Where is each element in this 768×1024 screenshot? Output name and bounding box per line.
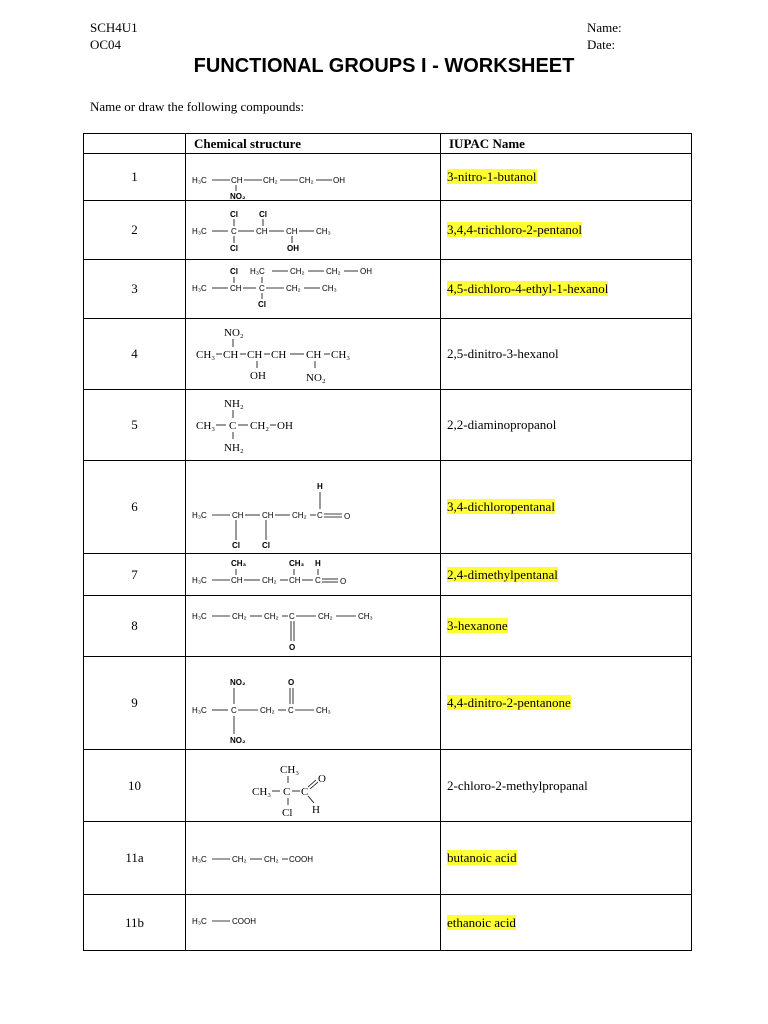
structure-diagram bbox=[186, 597, 440, 656]
structure-cell bbox=[186, 596, 441, 657]
svg-text:H: H bbox=[315, 558, 321, 568]
svg-text:Cl: Cl bbox=[230, 266, 238, 276]
svg-text:CH: CH bbox=[286, 226, 298, 236]
svg-text:C: C bbox=[301, 785, 309, 798]
row-number: 9 bbox=[84, 657, 186, 750]
svg-text:H: H bbox=[312, 803, 320, 816]
row-number: 10 bbox=[84, 750, 186, 822]
svg-text:OH: OH bbox=[333, 175, 345, 185]
structure-diagram bbox=[186, 391, 440, 460]
header-iupac-name: IUPAC Name bbox=[441, 134, 692, 154]
svg-text:CH: CH bbox=[306, 348, 322, 361]
table-row bbox=[84, 319, 692, 390]
svg-text:CH₂: CH₂ bbox=[232, 854, 247, 864]
svg-text:Cl: Cl bbox=[232, 540, 240, 550]
svg-text:COOH: COOH bbox=[232, 916, 256, 926]
svg-text:H₃C: H₃C bbox=[250, 266, 265, 276]
table-row bbox=[84, 461, 692, 554]
structure-cell bbox=[186, 154, 441, 201]
svg-text:C: C bbox=[288, 705, 294, 715]
svg-text:Cl: Cl bbox=[282, 806, 293, 819]
svg-text:OH: OH bbox=[277, 419, 293, 432]
svg-text:NO₂: NO₂ bbox=[306, 371, 326, 384]
svg-text:O: O bbox=[340, 576, 347, 586]
svg-text:CH₂: CH₂ bbox=[263, 175, 278, 185]
svg-text:Cl: Cl bbox=[258, 299, 266, 309]
svg-text:CH₃: CH₃ bbox=[289, 558, 305, 568]
table-header-row bbox=[84, 134, 692, 154]
svg-text:H₃C: H₃C bbox=[192, 575, 207, 585]
svg-text:NO₂: NO₂ bbox=[224, 326, 244, 339]
iupac-name-cell: 2,5-dinitro-3-hexanol bbox=[441, 319, 692, 390]
svg-text:CH: CH bbox=[231, 575, 243, 585]
svg-text:Cl: Cl bbox=[230, 243, 238, 253]
structure-cell bbox=[186, 895, 441, 951]
table-row bbox=[84, 154, 692, 201]
svg-text:C: C bbox=[315, 575, 321, 585]
iupac-name: 4,4-dinitro-2-pentanone bbox=[447, 695, 571, 710]
svg-text:H₃C: H₃C bbox=[192, 510, 207, 520]
svg-text:H₃C: H₃C bbox=[192, 854, 207, 864]
row-number: 11b bbox=[84, 895, 186, 951]
row-number: 1 bbox=[84, 154, 186, 201]
svg-text:CH₃: CH₃ bbox=[316, 705, 331, 715]
svg-text:CH₂: CH₂ bbox=[232, 611, 247, 621]
structure-diagram bbox=[186, 320, 440, 389]
svg-text:NO₂: NO₂ bbox=[230, 191, 246, 200]
svg-text:CH₂: CH₂ bbox=[260, 705, 275, 715]
svg-text:O: O bbox=[289, 642, 296, 652]
name-label: Name: bbox=[587, 20, 622, 35]
svg-text:NH₂: NH₂ bbox=[224, 441, 244, 454]
structure-diagram bbox=[186, 261, 440, 318]
course-code: SCH4U1 bbox=[90, 20, 138, 35]
table-row bbox=[84, 201, 692, 260]
iupac-name: 4,5-dichloro-4-ethyl-1-hexanol bbox=[447, 281, 609, 296]
svg-text:CH₂: CH₂ bbox=[264, 611, 279, 621]
svg-text:C: C bbox=[231, 705, 237, 715]
iupac-name: 3-nitro-1-butanol bbox=[447, 169, 537, 184]
svg-text:CH: CH bbox=[256, 226, 268, 236]
table-row bbox=[84, 895, 692, 951]
svg-text:CH: CH bbox=[223, 348, 239, 361]
svg-text:CH₃: CH₃ bbox=[358, 611, 373, 621]
svg-text:O: O bbox=[318, 772, 326, 785]
svg-text:CH₂: CH₂ bbox=[318, 611, 333, 621]
svg-text:H₃C: H₃C bbox=[192, 916, 207, 926]
structure-cell bbox=[186, 554, 441, 596]
svg-text:H: H bbox=[317, 481, 323, 491]
structure-cell bbox=[186, 390, 441, 461]
table-row bbox=[84, 260, 692, 319]
row-number: 8 bbox=[84, 596, 186, 657]
iupac-name: 2,4-dimethylpentanal bbox=[447, 566, 558, 582]
svg-text:CH₃: CH₃ bbox=[196, 348, 216, 361]
svg-text:OH: OH bbox=[250, 369, 266, 382]
iupac-name: ethanoic acid bbox=[447, 914, 516, 930]
structure-diagram bbox=[186, 823, 440, 894]
svg-text:CH₂: CH₂ bbox=[264, 854, 279, 864]
svg-text:CH₂: CH₂ bbox=[290, 266, 305, 276]
row-number: 3 bbox=[84, 260, 186, 319]
table-row bbox=[84, 822, 692, 895]
structure-cell bbox=[186, 461, 441, 554]
structure-diagram bbox=[186, 751, 440, 821]
iupac-name-cell: 2,2-diaminopropanol bbox=[441, 390, 692, 461]
structure-diagram bbox=[186, 555, 440, 595]
svg-text:O: O bbox=[288, 677, 295, 687]
svg-text:COOH: COOH bbox=[289, 854, 313, 864]
svg-text:CH₂: CH₂ bbox=[262, 575, 277, 585]
table-row bbox=[84, 750, 692, 822]
structure-diagram bbox=[186, 658, 440, 749]
structure-cell bbox=[186, 657, 441, 750]
row-number: 11a bbox=[84, 822, 186, 895]
svg-text:C: C bbox=[283, 785, 291, 798]
svg-text:CH: CH bbox=[232, 510, 244, 520]
iupac-name: 3,4,4-trichloro-2-pentanol bbox=[447, 222, 583, 237]
iupac-name: butanoic acid bbox=[447, 850, 517, 865]
svg-text:C: C bbox=[259, 283, 265, 293]
svg-text:Cl: Cl bbox=[259, 209, 267, 219]
svg-text:CH: CH bbox=[289, 575, 301, 585]
svg-text:Cl: Cl bbox=[262, 540, 270, 550]
svg-text:OH: OH bbox=[287, 243, 299, 253]
row-number: 6 bbox=[84, 461, 186, 554]
structure-cell bbox=[186, 260, 441, 319]
svg-text:CH₂: CH₂ bbox=[286, 283, 301, 293]
svg-text:CH: CH bbox=[247, 348, 263, 361]
svg-text:O: O bbox=[344, 511, 351, 521]
iupac-name-cell bbox=[441, 554, 692, 596]
svg-text:NH₂: NH₂ bbox=[224, 397, 244, 410]
svg-text:CH₃: CH₃ bbox=[280, 763, 300, 776]
svg-text:C: C bbox=[317, 510, 323, 520]
svg-text:CH: CH bbox=[230, 283, 242, 293]
svg-text:Cl: Cl bbox=[230, 209, 238, 219]
iupac-name: 3-hexanone bbox=[447, 618, 508, 633]
iupac-name-cell bbox=[441, 895, 692, 951]
svg-text:OH: OH bbox=[360, 266, 372, 276]
svg-text:CH₃: CH₃ bbox=[316, 226, 331, 236]
svg-text:H₃C: H₃C bbox=[192, 226, 207, 236]
structure-cell bbox=[186, 319, 441, 390]
structure-cell bbox=[186, 822, 441, 895]
iupac-name-cell bbox=[441, 596, 692, 657]
svg-text:H₃C: H₃C bbox=[192, 611, 207, 621]
iupac-name-cell: 2-chloro-2-methylpropanal bbox=[441, 750, 692, 822]
structure-diagram bbox=[186, 462, 440, 553]
unit-code: OC04 bbox=[90, 37, 122, 52]
iupac-name-cell bbox=[441, 154, 692, 201]
date-label: Date: bbox=[587, 37, 616, 52]
svg-text:NO₂: NO₂ bbox=[230, 735, 246, 745]
svg-text:CH₃: CH₃ bbox=[331, 348, 351, 361]
svg-text:CH₂: CH₂ bbox=[250, 419, 270, 432]
svg-text:CH: CH bbox=[271, 348, 287, 361]
svg-text:C: C bbox=[231, 226, 237, 236]
instructions: Name or draw the following compounds: bbox=[90, 99, 305, 114]
svg-text:H₃C: H₃C bbox=[192, 283, 207, 293]
table-row bbox=[84, 554, 692, 596]
svg-text:CH₃: CH₃ bbox=[231, 558, 247, 568]
structure-cell bbox=[186, 750, 441, 822]
row-number: 4 bbox=[84, 319, 186, 390]
page-title: FUNCTIONAL GROUPS I - WORKSHEET bbox=[193, 55, 575, 77]
header-number bbox=[84, 134, 186, 154]
svg-text:C: C bbox=[289, 611, 295, 621]
svg-text:C: C bbox=[229, 419, 237, 432]
header-structure: Chemical structure bbox=[186, 134, 441, 154]
svg-text:CH₂: CH₂ bbox=[299, 175, 314, 185]
svg-text:CH₂: CH₂ bbox=[292, 510, 307, 520]
svg-text:CH₃: CH₃ bbox=[252, 785, 272, 798]
table-row bbox=[84, 390, 692, 461]
svg-text:H₃C: H₃C bbox=[192, 175, 207, 185]
iupac-name: 3,4-dichloropentanal bbox=[447, 499, 555, 514]
svg-text:NO₂: NO₂ bbox=[230, 677, 246, 687]
svg-text:CH₃: CH₃ bbox=[196, 419, 216, 432]
row-number: 5 bbox=[84, 390, 186, 461]
iupac-name-cell bbox=[441, 260, 692, 319]
iupac-name-cell bbox=[441, 201, 692, 260]
svg-text:CH₂: CH₂ bbox=[326, 266, 341, 276]
iupac-name-cell bbox=[441, 822, 692, 895]
iupac-name-cell bbox=[441, 461, 692, 554]
structure-cell bbox=[186, 201, 441, 260]
table-row bbox=[84, 596, 692, 657]
structure-diagram bbox=[186, 155, 440, 200]
svg-text:CH: CH bbox=[262, 510, 274, 520]
structure-diagram bbox=[186, 202, 440, 259]
row-number: 7 bbox=[84, 554, 186, 596]
svg-text:H₃C: H₃C bbox=[192, 705, 207, 715]
svg-text:CH₃: CH₃ bbox=[322, 283, 337, 293]
compounds-table bbox=[83, 133, 692, 951]
table-row bbox=[84, 657, 692, 750]
row-number: 2 bbox=[84, 201, 186, 260]
iupac-name-cell bbox=[441, 657, 692, 750]
structure-diagram bbox=[186, 896, 440, 950]
svg-text:CH: CH bbox=[231, 175, 243, 185]
